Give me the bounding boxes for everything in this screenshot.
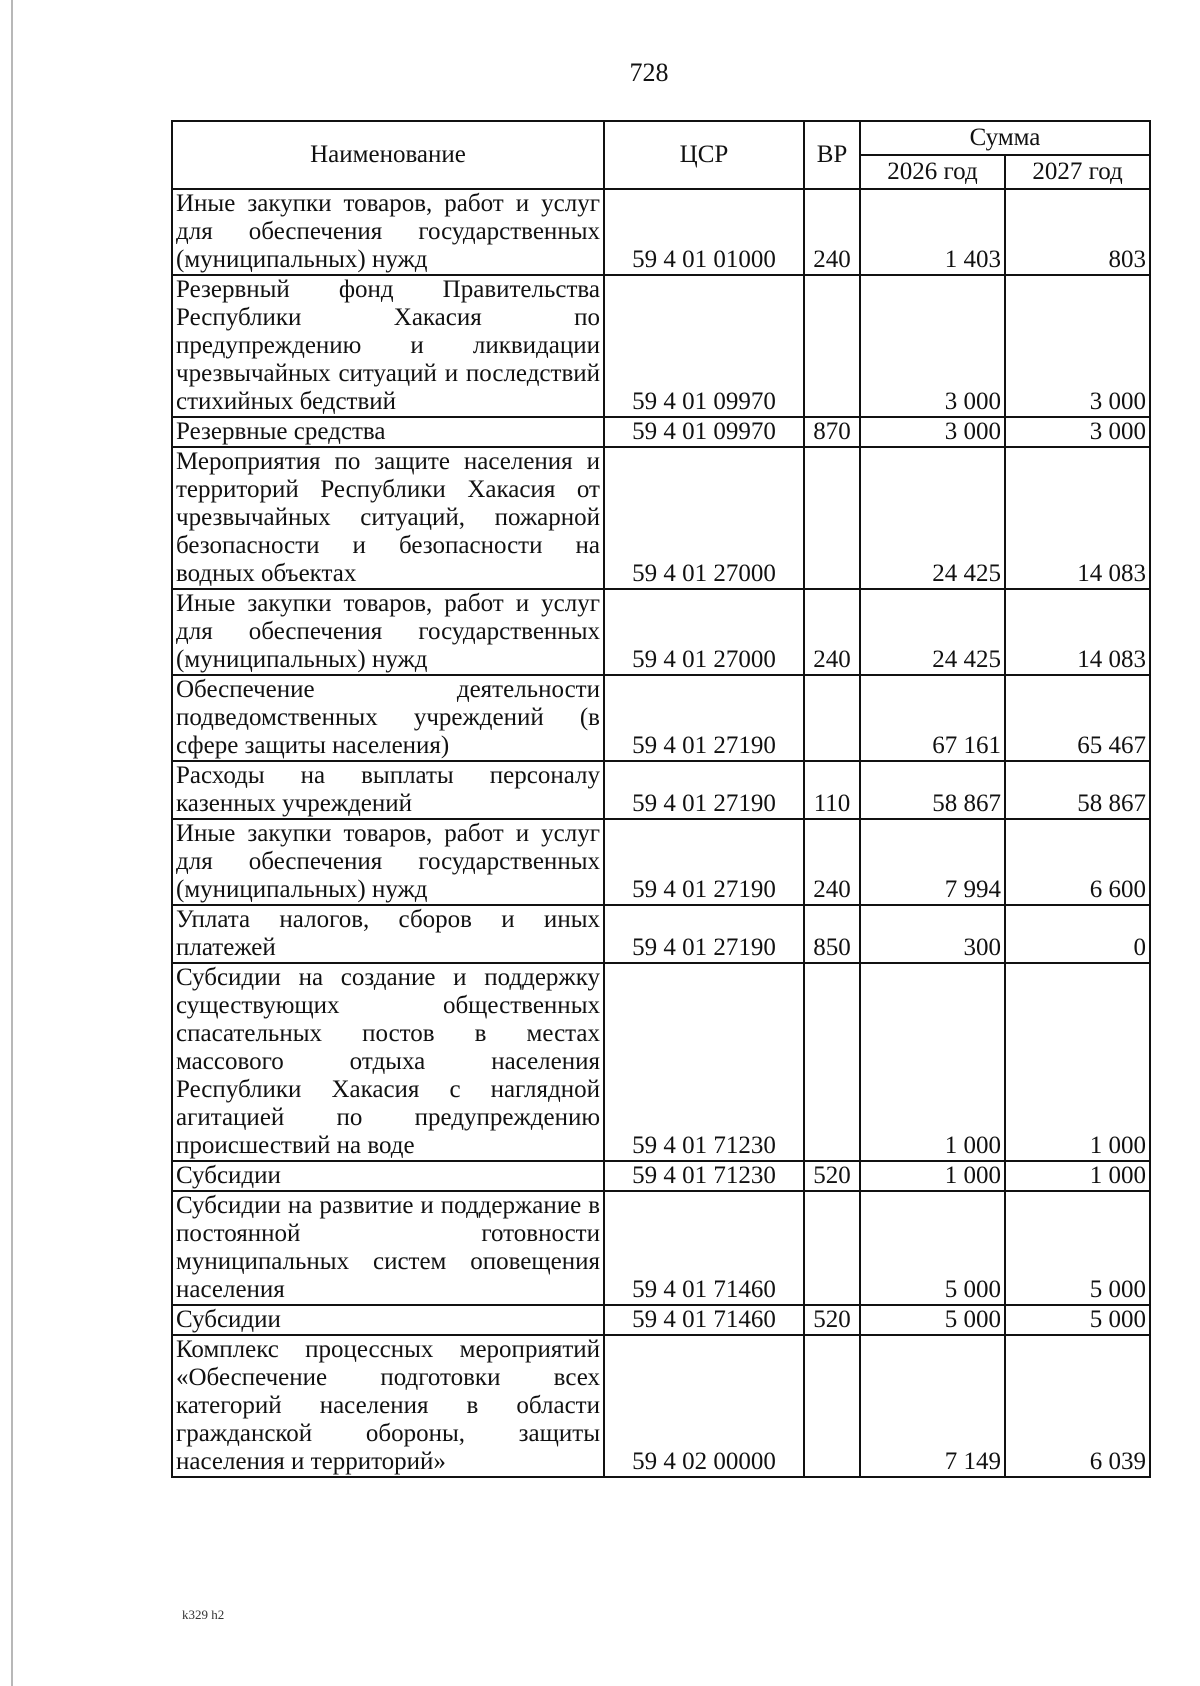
table-row <box>172 905 1150 963</box>
row-vr <box>804 675 860 761</box>
row-name: Субсидии на развитие и поддержание в постоянной готовности муниципальных систем оповещения населения <box>172 1191 604 1305</box>
row-name: Мероприятия по защите населения и территорий Республики Хакасия от чрезвычайных ситуаций, пожарной безопасности и безопасности на водных объектах <box>172 447 604 589</box>
row-vr <box>804 1191 860 1305</box>
row-name: Иные закупки товаров, работ и услуг для обеспечения государственных (муниципальных) нужд <box>172 589 604 675</box>
row-name: Комплекс процессных мероприятий «Обеспечение подготовки всех категорий населения в области гражданской обороны, защиты населения и территорий» <box>172 1335 604 1477</box>
row-csr: 59 4 01 27190 <box>604 675 804 761</box>
row-csr: 59 4 01 09970 <box>604 417 804 447</box>
row-csr: 59 4 01 71230 <box>604 1161 804 1191</box>
row-name: Субсидии <box>172 1161 604 1191</box>
row-vr: 520 <box>804 1305 860 1335</box>
row-amount-2027: 5 000 <box>1005 1191 1150 1305</box>
row-name: Субсидии <box>172 1305 604 1335</box>
row-name: Субсидии на создание и поддержку существующих общественных спасательных постов в местах массового отдыха населения Республики Хакасия с наглядной агитацией по предупреждению происшествий на воде <box>172 963 604 1161</box>
row-vr <box>804 275 860 417</box>
row-amount-2026: 24 425 <box>860 447 1005 589</box>
table-row <box>172 761 1150 819</box>
row-amount-2027: 0 <box>1005 905 1150 963</box>
row-vr <box>804 1335 860 1477</box>
row-name: Иные закупки товаров, работ и услуг для обеспечения государственных (муниципальных) нужд <box>172 819 604 905</box>
budget-table <box>171 120 1151 1478</box>
scan-left-border <box>11 0 13 1686</box>
row-vr: 520 <box>804 1161 860 1191</box>
table-row <box>172 589 1150 675</box>
row-amount-2026: 300 <box>860 905 1005 963</box>
row-amount-2026: 5 000 <box>860 1305 1005 1335</box>
table-row <box>172 1335 1150 1477</box>
row-amount-2026: 7 149 <box>860 1335 1005 1477</box>
row-amount-2026: 24 425 <box>860 589 1005 675</box>
row-csr: 59 4 01 27190 <box>604 819 804 905</box>
table-row <box>172 963 1150 1161</box>
row-amount-2026: 67 161 <box>860 675 1005 761</box>
row-csr: 59 4 01 27190 <box>604 761 804 819</box>
row-name: Иные закупки товаров, работ и услуг для обеспечения государственных (муниципальных) нужд <box>172 189 604 275</box>
row-amount-2026: 1 403 <box>860 189 1005 275</box>
row-amount-2027: 803 <box>1005 189 1150 275</box>
table-row <box>172 675 1150 761</box>
row-vr: 870 <box>804 417 860 447</box>
row-amount-2027: 65 467 <box>1005 675 1150 761</box>
row-amount-2026: 1 000 <box>860 1161 1005 1191</box>
row-csr: 59 4 02 00000 <box>604 1335 804 1477</box>
row-amount-2027: 1 000 <box>1005 1161 1150 1191</box>
header-name: Наименование <box>172 121 604 189</box>
table-row <box>172 275 1150 417</box>
header-sum: Сумма <box>860 121 1150 155</box>
footer-code: k329 h2 <box>182 1607 225 1622</box>
row-vr <box>804 963 860 1161</box>
row-amount-2027: 3 000 <box>1005 417 1150 447</box>
page-number: 728 <box>629 58 669 87</box>
row-vr: 240 <box>804 589 860 675</box>
row-csr: 59 4 01 27190 <box>604 905 804 963</box>
table-row <box>172 1161 1150 1191</box>
row-amount-2027: 3 000 <box>1005 275 1150 417</box>
table-row <box>172 447 1150 589</box>
row-vr: 110 <box>804 761 860 819</box>
row-vr <box>804 447 860 589</box>
row-csr: 59 4 01 71460 <box>604 1305 804 1335</box>
row-csr: 59 4 01 27000 <box>604 589 804 675</box>
table-row <box>172 417 1150 447</box>
row-csr: 59 4 01 27000 <box>604 447 804 589</box>
table-row <box>172 819 1150 905</box>
row-vr: 240 <box>804 819 860 905</box>
row-name: Обеспечение деятельности подведомственных учреждений (в сфере защиты населения) <box>172 675 604 761</box>
table-row <box>172 1305 1150 1335</box>
row-vr: 240 <box>804 189 860 275</box>
row-amount-2026: 58 867 <box>860 761 1005 819</box>
table-row <box>172 1191 1150 1305</box>
row-amount-2027: 6 039 <box>1005 1335 1150 1477</box>
row-amount-2026: 1 000 <box>860 963 1005 1161</box>
row-amount-2026: 3 000 <box>860 417 1005 447</box>
row-name: Резервные средства <box>172 417 604 447</box>
row-amount-2026: 3 000 <box>860 275 1005 417</box>
row-vr: 850 <box>804 905 860 963</box>
row-name: Уплата налогов, сборов и иных платежей <box>172 905 604 963</box>
header-year-2026: 2026 год <box>860 155 1005 189</box>
row-amount-2027: 1 000 <box>1005 963 1150 1161</box>
row-csr: 59 4 01 71460 <box>604 1191 804 1305</box>
row-amount-2027: 58 867 <box>1005 761 1150 819</box>
header-year-2027: 2027 год <box>1005 155 1150 189</box>
header-vr: ВР <box>804 121 860 189</box>
row-amount-2026: 5 000 <box>860 1191 1005 1305</box>
table-row <box>172 189 1150 275</box>
row-amount-2027: 5 000 <box>1005 1305 1150 1335</box>
row-amount-2026: 7 994 <box>860 819 1005 905</box>
header-csr: ЦСР <box>604 121 804 189</box>
row-csr: 59 4 01 71230 <box>604 963 804 1161</box>
row-name: Резервный фонд Правительства Республики Хакасия по предупреждению и ликвидации чрезвычайных ситуаций и последствий стихийных бедствий <box>172 275 604 417</box>
row-amount-2027: 14 083 <box>1005 589 1150 675</box>
row-csr: 59 4 01 01000 <box>604 189 804 275</box>
row-csr: 59 4 01 09970 <box>604 275 804 417</box>
table-body <box>172 189 1150 1477</box>
row-name: Расходы на выплаты персоналу казенных учреждений <box>172 761 604 819</box>
row-amount-2027: 14 083 <box>1005 447 1150 589</box>
row-amount-2027: 6 600 <box>1005 819 1150 905</box>
